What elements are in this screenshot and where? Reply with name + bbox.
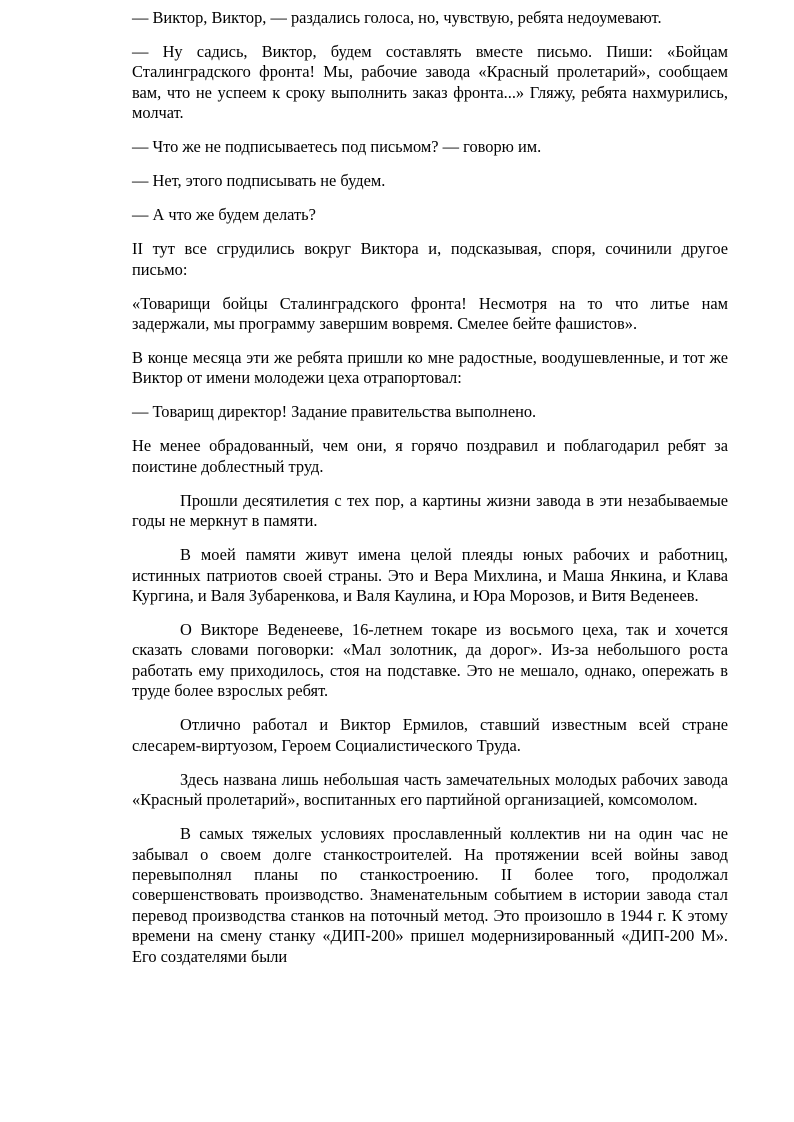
paragraph-14: Отлично работал и Виктор Ермилов, ставший известным всей стране слесарем-виртуозом, Героем Социалистического Труда. [132,715,728,755]
paragraph-6: II тут все сгрудились вокруг Виктора и, подсказывая, споря, сочинили другое письмо: [132,239,728,279]
paragraph-16: В самых тяжелых условиях прославленный коллектив ни на один час не забывал о своем долге станкостроителей. На протяжении всей войны завод перевыполнял планы по станкостроению. II более того, продолжал совершенствовать производство. Знаменательным событием в истории завода стал перевод производства станков на поточный метод. Это произошло в 1944 г. К этому времени на смену станку «ДИП-200» пришел модернизированный «ДИП-200 М». Его создателями были [132,824,728,966]
paragraph-4: — Нет, этого подписывать не будем. [132,171,386,191]
paragraph-10: Не менее обрадованный, чем они, я горячо поздравил и поблагодарил ребят за поистине доблестный труд. [132,436,728,476]
paragraph-2: — Ну садись, Виктор, будем составлять вместе письмо. Пиши: «Бойцам Сталинградского фронта! Мы, рабочие завода «Красный пролетарий», сообщаем вам, что не успеем к сроку выполнить заказ фронта...» Гляжу, ребята нахмурились, молчат. [132,42,728,123]
paragraph-13: О Викторе Веденееве, 16-летнем токаре из восьмого цеха, так и хочется сказать словами поговорки: «Мал золотник, да дорог». Из-за небольшого роста работать ему приходилось, стоя на подставке. Это не мешало, однако, опережать в труде более взрослых ребят. [132,620,728,701]
paragraph-3: — Что же не подписываетесь под письмом? — говорю им. [132,137,542,157]
paragraph-7: «Товарищи бойцы Сталинградского фронта! Несмотря на то что литье нам задержали, мы программу завершим вовремя. Смелее бейте фашистов». [132,293,728,334]
document-page [132,8,728,967]
paragraph-5: — А что же будем делать? [132,205,316,225]
paragraph-12: В моей памяти живут имена целой плеяды юных рабочих и работниц, истинных патриотов своей страны. Это и Вера Михлина, и Маша Янкина, и Клава Кургина, и Валя Зубаренкова, и Валя Каулина, и Юра Морозов, и Витя Веденеев. [132,545,728,606]
paragraph-9: — Товарищ директор! Задание правительства выполнено. [132,402,537,422]
paragraph-8: В конце месяца эти же ребята пришли ко мне радостные, воодушевленные, и тот же Виктор от имени молодежи цеха отрапортовал: [132,348,728,388]
paragraph-15: Здесь названа лишь небольшая часть замечательных молодых рабочих завода «Красный пролетарий», воспитанных его партийной организацией, комсомолом. [132,769,728,810]
paragraph-1: — Виктор, Виктор, — раздались голоса, но, чувствую, ребята недоумевают. [132,8,662,27]
paragraph-11: Прошли десятилетия с тех пор, а картины жизни завода в эти незабываемые годы не меркнут в памяти. [132,490,728,531]
